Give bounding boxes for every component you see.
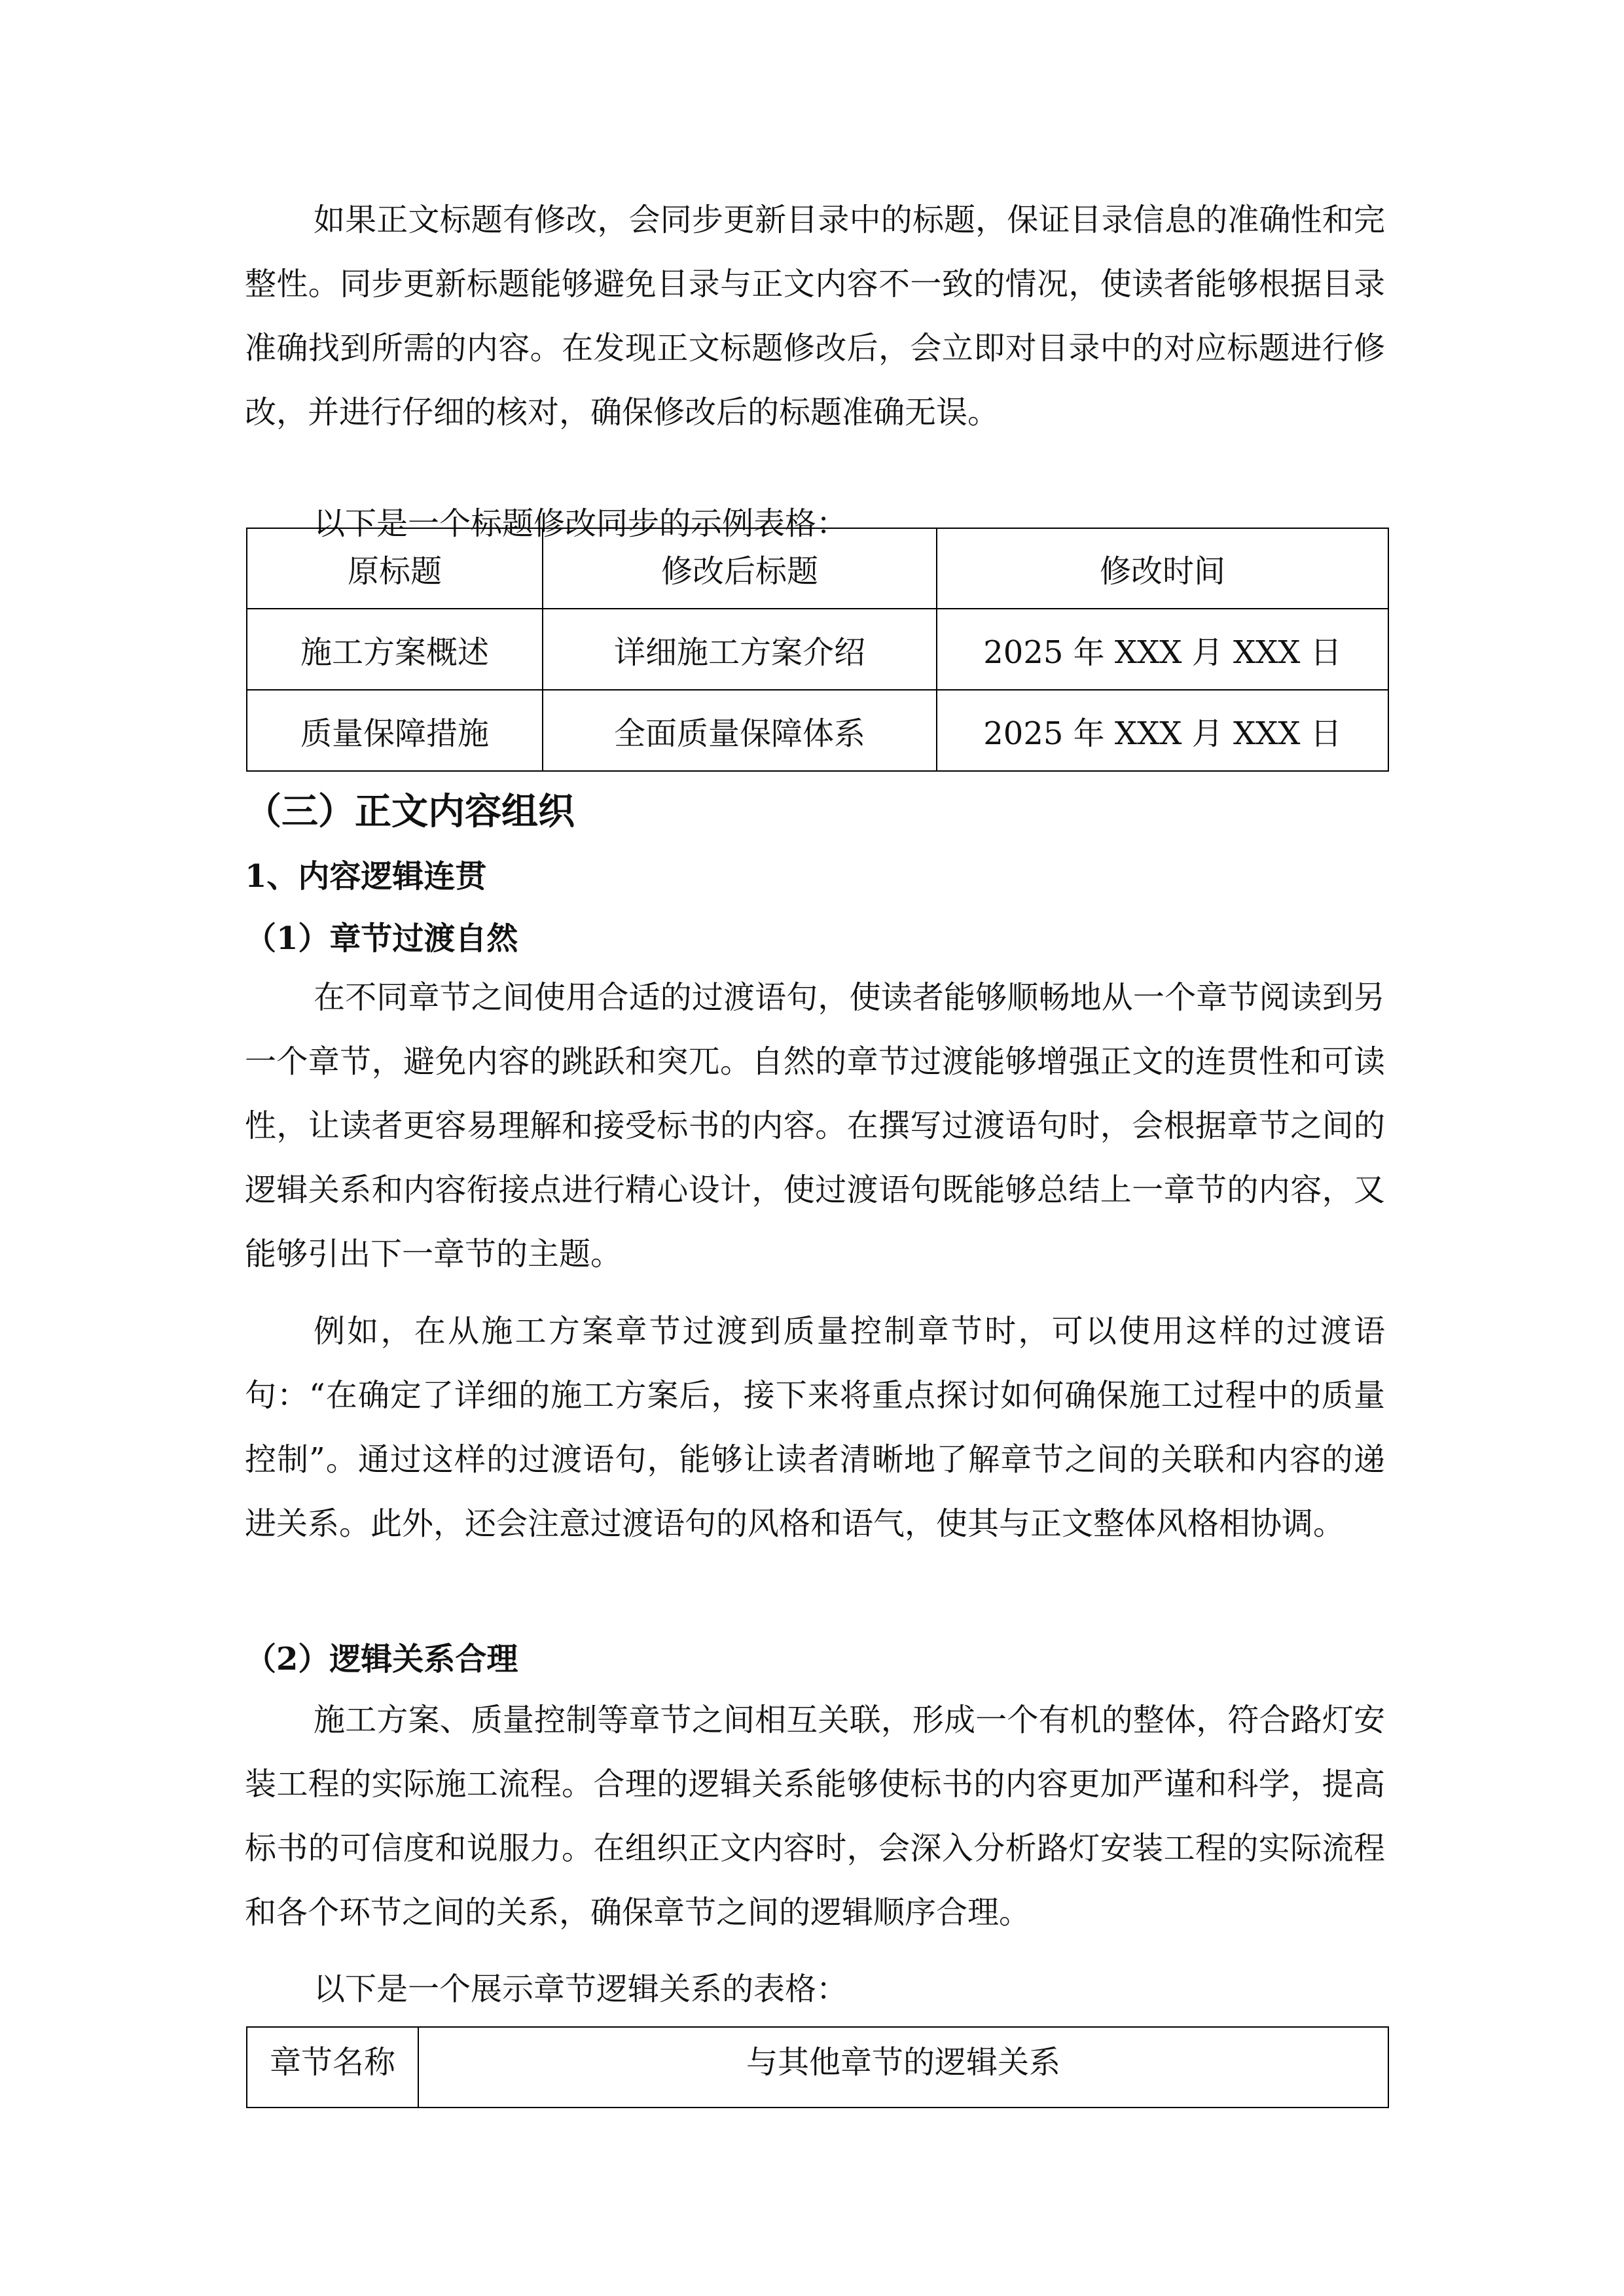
table-header-cell: 原标题: [247, 528, 543, 609]
subsection-heading: 1、内容逻辑连贯: [245, 858, 487, 895]
table-header-cell: 修改时间: [937, 528, 1388, 609]
table-header-row: [247, 2027, 1388, 2108]
paragraph-title-sync: 如果正文标题有修改，会同步更新目录中的标题，保证目录信息的准确性和完整性。同步更新标题能够避免目录与正文内容不一致的情况，使读者能够根据目录准确找到所需的内容。在发现正文标题修改后，会立即对目录中的对应标题进行修改，并进行仔细的核对，确保修改后的标题准确无误。: [245, 202, 1385, 431]
table-row: [247, 690, 1388, 771]
table-header-cell: 章节名称: [247, 2027, 418, 2108]
paragraph-chapter-transition: 在不同章节之间使用合适的过渡语句，使读者能够顺畅地从一个章节阅读到另一个章节，避免内容的跳跃和突兀。自然的章节过渡能够增强正文的连贯性和可读性，让读者更容易理解和接受标书的内容。在撰写过渡语句时，会根据章节之间的逻辑关系和内容衔接点进行精心设计，使过渡语句既能够总结上一章节的内容，又能够引出下一章节的主题。: [245, 979, 1385, 1272]
sub-subsection-heading: （1）章节过渡自然: [245, 920, 518, 957]
table-header-row: [247, 528, 1388, 609]
title-sync-table: [246, 528, 1389, 772]
sub-subsection-heading: （2）逻辑关系合理: [245, 1641, 518, 1677]
table-row: [247, 609, 1388, 690]
table-cell: 2025 年 XXX 月 XXX 日: [937, 690, 1388, 771]
table-header-cell: 与其他章节的逻辑关系: [418, 2027, 1388, 2108]
table-cell: 2025 年 XXX 月 XXX 日: [937, 609, 1388, 690]
table-header-cell: 修改后标题: [543, 528, 937, 609]
chapter-logic-table: [246, 2026, 1389, 2108]
section-heading: （三）正文内容组织: [245, 790, 575, 833]
paragraph-table-intro-2: 以下是一个展示章节逻辑关系的表格：: [314, 1971, 848, 2007]
table-cell: 详细施工方案介绍: [543, 609, 937, 690]
table-cell: 质量保障措施: [247, 690, 543, 771]
paragraph-transition-example: 例如，在从施工方案章节过渡到质量控制章节时，可以使用这样的过渡语句：“在确定了详细的施工方案后，接下来将重点探讨如何确保施工过程中的质量控制”。通过这样的过渡语句，能够让读者清晰地了解章节之间的关联和内容的递进关系。此外，还会注意过渡语句的风格和语气，使其与正文整体风格相协调。: [245, 1313, 1385, 1542]
table-cell: 全面质量保障体系: [543, 690, 937, 771]
paragraph-table-intro-1: 以下是一个标题修改同步的示例表格：: [314, 505, 848, 542]
paragraph-logic-relation: 施工方案、质量控制等章节之间相互关联，形成一个有机的整体，符合路灯安装工程的实际施工流程。合理的逻辑关系能够使标书的内容更加严谨和科学，提高标书的可信度和说服力。在组织正文内容时，会深入分析路灯安装工程的实际流程和各个环节之间的关系，确保章节之间的逻辑顺序合理。: [245, 1702, 1385, 1931]
table-cell: 施工方案概述: [247, 609, 543, 690]
